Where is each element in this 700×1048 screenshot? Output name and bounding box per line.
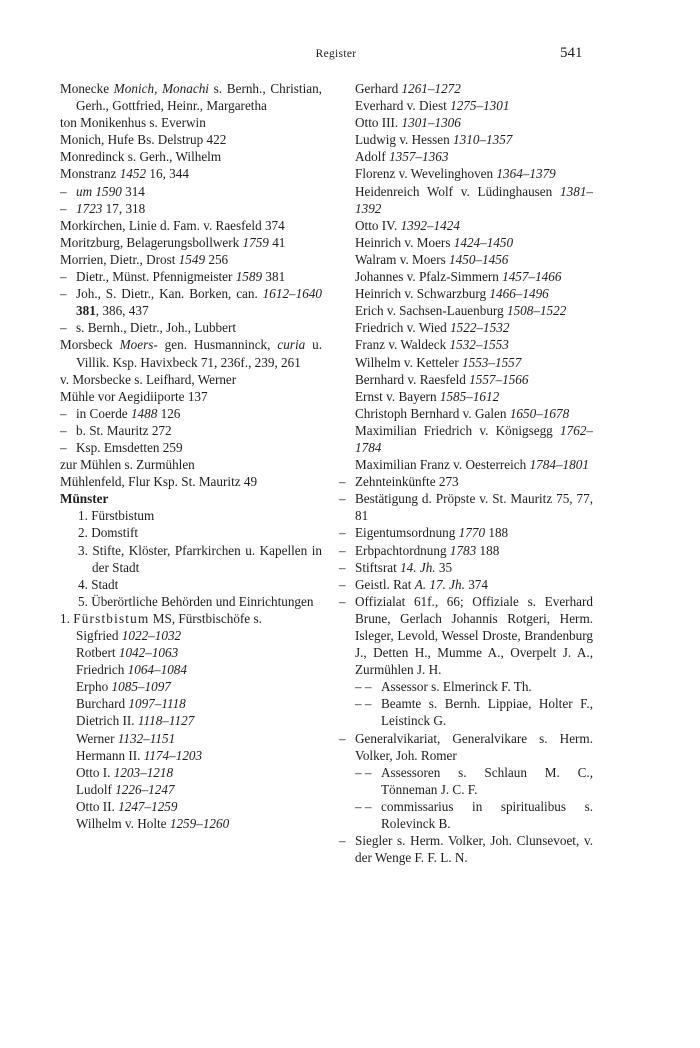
bishop-entry [60,695,322,712]
bishop-entry [339,285,593,302]
bishop-name: Heidenreich Wolf v. Lüdinghausen [355,183,561,199]
outline-item: 1. Fürstbistum [78,508,155,524]
bishop-name: Everhard v. Diest [355,98,451,114]
index-entry: ton Monikenhus s. Everwin [60,115,206,131]
index-subentry: – Generalvikariat, Generalvikare s. Herm. Volker, Joh. Romer [339,730,593,763]
bishop-entry [339,251,593,268]
section-heading-fuerstbistum: 1. Fürstbistum MS, Fürstbischöfe s. [60,610,262,626]
index-subentry: – Stiftsrat 14. Jh. 35 [339,559,453,575]
bishop-years: 1424–1450 [453,234,514,250]
bishop-name: Heinrich v. Schwarzburg [355,286,490,302]
bishop-name: Walram v. Moers [355,251,450,267]
bishop-years: 1532–1553 [449,337,509,353]
bishop-entry [339,319,593,336]
index-subsubentry: – – Assessoren s. Schlaun M. C., Tönneman J. C. F. [355,764,593,797]
index-subentry: – 1723 17, 318 [60,200,146,216]
bishop-entry [60,798,322,815]
bishop-name: Erich v. Sachsen-Lauenburg [355,303,507,319]
bishop-years: 1226–1247 [115,781,175,797]
index-entry: Monich, Hufe Bs. Delstrup 422 [60,132,227,148]
bishop-entry [339,131,593,148]
bishop-name: Maximilian Friedrich v. Königsegg [355,422,561,438]
bishop-entry [60,815,322,832]
index-subentry: – Eigentumsordnung 1770 188 [339,525,509,541]
bishop-years: 1553–1557 [462,354,522,370]
bishop-name: Ludwig v. Hessen [355,132,454,148]
bishop-entry [339,234,593,251]
bishop-entry [339,371,593,388]
bishop-years: 1466–1496 [489,286,549,302]
bishop-years: 1203–1218 [113,764,174,780]
bishop-entry [339,336,593,353]
bishop-list [60,627,322,832]
bishop-years: 1085–1097 [111,679,171,695]
bishop-entry [60,764,322,781]
bishop-name: Otto IV. [355,217,401,233]
bishop-years: 1457–1466 [502,269,562,285]
index-entry: Morsbeck Moers- gen. Husmanninck, curia u. Villik. Ksp. Havixbeck 71, 236f., 239, 261 [60,337,322,370]
index-entry: Monecke Monich, Monachi s. Bernh., Christian, Gerh., Gottfried, Heinr., Margaretha [60,81,322,114]
bishop-entry [339,114,593,131]
index-entry: Mühle vor Aegidiiporte 137 [60,388,208,404]
bishop-entry [339,148,593,165]
bishop-entry [339,80,593,97]
bishop-name: Wilhelm v. Holte [76,816,170,832]
index-subentry: – Zehnteinkünfte 273 [339,474,459,490]
bishop-years: 1784–1801 [529,457,589,473]
bishop-name: Otto II. [76,798,119,814]
bishop-years: 1259–1260 [169,816,230,832]
bishop-entry [339,217,593,234]
bishop-years: 1097–1118 [128,696,186,712]
bishop-name: Sigfried [76,628,122,643]
bishop-name: Friedrich [76,662,128,678]
bishop-years: 1557–1566 [469,371,529,387]
bishop-name: Dietrich II. [76,713,138,729]
index-subsubentry: – – Beamte s. Bernh. Lippiae, Holter F., Leistinck G. [355,696,593,729]
index-entry: Morrien, Dietr., Drost 1549 256 [60,251,229,267]
bishop-years: 1357–1363 [389,149,449,165]
bishop-years: 1042–1063 [118,645,179,661]
bishop-years: 1118–1127 [137,713,195,729]
outline-item: 4. Stadt [78,576,119,592]
outline-item: 3. Stifte, Klöster, Pfarrkirchen u. Kapellen in der Stadt [78,542,322,575]
index-subentry: – Siegler s. Herm. Volker, Joh. Clunsevoet, v. der Wenge F. F. L. N. [339,833,593,866]
bishop-years: 1301–1306 [401,115,461,131]
index-subentry: – in Coerde 1488 126 [60,405,181,421]
bishop-list [339,80,593,473]
bishop-years: 1585–1612 [439,388,500,404]
outline-item: 5. Überörtliche Behörden und Einrichtungen [78,593,314,609]
bishop-name: Bernhard v. Raesfeld [355,371,470,387]
bishop-name: Gerhard [355,81,402,96]
bishop-years: 1275–1301 [450,98,510,114]
bishop-years: 1364–1379 [496,166,556,182]
bishop-years: 1247–1259 [118,798,178,814]
bishop-name: Otto III. [355,115,402,131]
index-subsubentry: – – Assessor s. Elmerinck F. Th. [355,679,532,695]
index-entry: Mühlenfeld, Flur Ksp. St. Mauritz 49 [60,474,258,490]
index-heading-muenster: Münster [60,491,109,507]
bishop-name: Adolf [355,149,390,165]
bishop-name: Ludolf [76,781,116,797]
running-head: Register [315,48,357,60]
page-number: 541 [560,45,583,61]
bishop-name: Erpho [76,679,112,695]
index-subsubentry: – – commissarius in spiritualibus s. Rolevinck B. [355,798,593,832]
bishop-entry [339,183,593,217]
bishop-name: Franz v. Waldeck [355,337,450,353]
bishop-name: Christoph Bernhard v. Galen [355,405,510,421]
bishop-entry [339,422,593,456]
bishop-years: 1450–1456 [449,251,509,267]
bishop-name: Werner [76,730,118,746]
bishop-name: Ernst v. Bayern [355,388,440,404]
bishop-name: Rotbert [76,645,119,661]
bishop-years: 1132–1151 [117,730,176,746]
bishop-entry [339,456,593,473]
bishop-years: 1762–1784 [355,422,593,455]
outline-item: 2. Domstift [78,525,139,541]
index-subentry: – b. St. Mauritz 272 [60,422,172,438]
bishop-years: 1381–1392 [355,183,593,216]
index-subentry: – s. Bernh., Dietr., Joh., Lubbert [60,320,237,336]
index-subentry: – Joh., S. Dietr., Kan. Borken, can. 1612–1640 381, 386, 437 [60,286,322,319]
bishop-name: Maximilian Franz v. Oesterreich [355,457,530,473]
bishop-entry [60,730,322,747]
bishop-name: Friedrich v. Wied [355,320,451,336]
bishop-years: 1174–1203 [143,747,203,763]
index-entry: zur Mühlen s. Zurmühlen [60,457,195,473]
bishop-name: Johannes v. Pfalz-Simmern [355,269,503,285]
bishop-entry [339,165,593,182]
bishop-entry [339,302,593,319]
index-subentry: – Offizialat 61f., 66; Offiziale s. Everhard Brune, Gerlach Johannis Rotgeri, Herm. Isleger, Levold, Wessel Droste, Brandenburg J., Detten H., Mumme A., Overpelt J. A., Zurmühlen J. H. [339,593,593,678]
bishop-name: Florenz v. Wevelinghoven [355,166,497,182]
bishop-entry [60,712,322,729]
bishop-years: 1261–1272 [401,81,461,96]
bishop-name: Burchard [76,696,129,712]
right-column [339,80,593,866]
left-column [60,80,322,832]
bishop-name: Wilhelm v. Ketteler [355,354,463,370]
index-subentry: – Ksp. Emsdetten 259 [60,439,183,455]
index-entry: v. Morsbecke s. Leifhard, Werner [60,371,237,387]
bishop-years: 1650–1678 [509,405,570,421]
index-entry: Moritzburg, Belagerungsbollwerk 1759 41 [60,234,286,250]
bishop-name: Heinrich v. Moers [355,234,454,250]
bishop-name: Hermann II. [76,747,144,763]
bishop-entry [339,268,593,285]
index-subentry: – um 1590 314 [60,183,145,199]
bishop-entry [60,661,322,678]
index-subentry: – Geistl. Rat A. 17. Jh. 374 [339,576,488,592]
index-subentry: – Dietr., Münst. Pfennigmeister 1589 381 [60,269,286,285]
bishop-entry [339,354,593,371]
index-subentry: – Bestätigung d. Pröpste v. St. Mauritz 75, 77, 81 [339,491,593,524]
index-subentry: – Erbpachtordnung 1783 188 [339,542,500,558]
bishop-years: 1064–1084 [127,662,187,678]
bishop-years: 1310–1357 [453,132,513,148]
bishop-entry [60,627,322,644]
bishop-entry [339,405,593,422]
bishop-entry [60,747,322,764]
bishop-years: 1508–1522 [506,303,567,319]
index-entry: Monredinck s. Gerh., Wilhelm [60,149,222,165]
bishop-entry [60,644,322,661]
bishop-entry [339,388,593,405]
bishop-entry [339,97,593,114]
bishop-years: 1522–1532 [450,320,510,336]
bishop-name: Otto I. [76,764,114,780]
index-entry: Morkirchen, Linie d. Fam. v. Raesfeld 374 [60,217,285,233]
bishop-entry [60,678,322,695]
bishop-years: 1022–1032 [121,628,182,643]
index-entry: Monstranz 1452 16, 344 [60,166,189,182]
bishop-years: 1392–1424 [400,217,460,233]
bishop-entry [60,781,322,798]
